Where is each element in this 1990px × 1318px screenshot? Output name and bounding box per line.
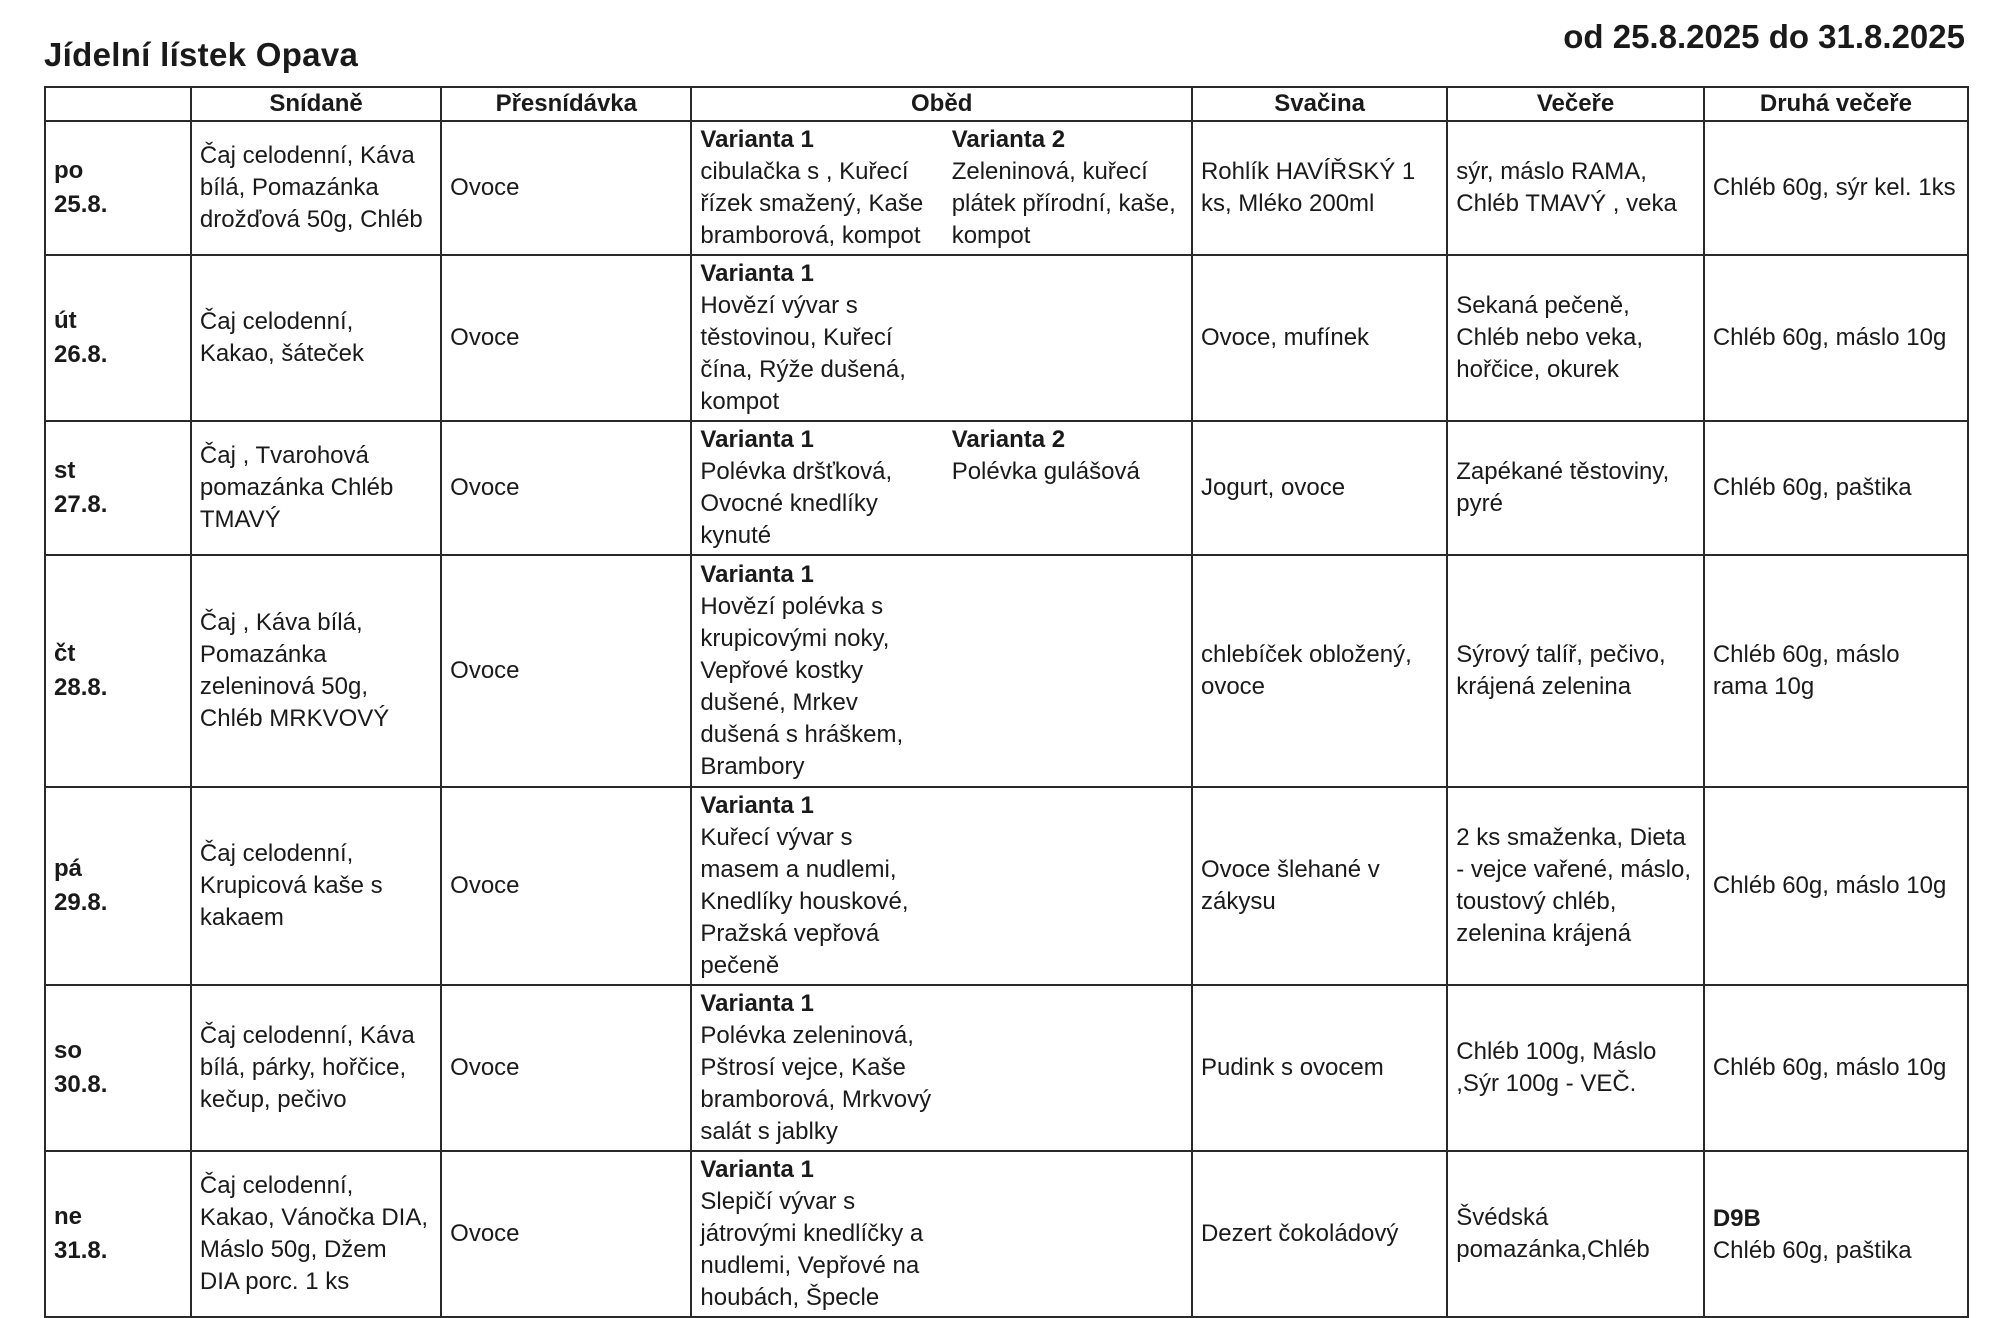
table-row <box>45 555 1968 787</box>
day-cell <box>45 1151 191 1317</box>
table-row <box>45 985 1968 1151</box>
day-date: 31.8. <box>54 1237 108 1264</box>
variant-title: Varianta 2 <box>951 126 1066 153</box>
day-date: 27.8. <box>54 491 108 518</box>
variant-text: Polévka zeleninová, Pštrosí vejce, Kaše bramborová, Mrkvový salát s jablky <box>700 1022 932 1145</box>
menu-table <box>44 86 1969 1318</box>
morning-snack-cell: Ovoce <box>441 555 691 787</box>
day-name: st <box>54 457 76 484</box>
date-range: od 25.8.2025 do 31.8.2025 <box>1563 18 1965 55</box>
morning-snack-cell: Ovoce <box>441 255 691 421</box>
lunch-variant-1 <box>700 258 931 418</box>
lunch-variant-1 <box>700 124 931 252</box>
col-header-lunch: Oběd <box>691 87 1192 121</box>
morning-snack-cell: Ovoce <box>441 985 691 1151</box>
lunch-variant-2 <box>952 424 1183 552</box>
snack-cell: Rohlík HAVÍŘSKÝ 1 ks, Mléko 200ml <box>1192 121 1447 255</box>
lunch-cell <box>691 1151 1192 1317</box>
table-row <box>45 1151 1968 1317</box>
dinner-cell: 2 ks smaženka, Dieta - vejce vařené, máslo, toustový chléb, zelenina krájená <box>1447 787 1704 985</box>
day-date: 25.8. <box>54 191 108 218</box>
day-date: 29.8. <box>54 889 108 916</box>
day-name: út <box>54 307 77 334</box>
variant-title: Varianta 1 <box>700 561 814 588</box>
morning-snack-cell: Ovoce <box>441 787 691 985</box>
lunch-cell <box>691 555 1192 787</box>
day-date: 28.8. <box>54 674 108 701</box>
variant-title: Varianta 1 <box>700 990 814 1017</box>
second-dinner-cell: Chléb 60g, máslo rama 10g <box>1704 555 1968 787</box>
lunch-variant-2 <box>952 988 1183 1148</box>
dinner-cell: sýr, máslo RAMA, Chléb TMAVÝ , veka <box>1447 121 1704 255</box>
breakfast-cell: Čaj , Káva bílá, Pomazánka zeleninová 50g, Chléb MRKVOVÝ <box>191 555 441 787</box>
variant-title: Varianta 1 <box>700 260 814 287</box>
day-name: čt <box>54 640 76 667</box>
dinner-cell: Zapékané těstoviny, pyré <box>1447 421 1704 555</box>
col-header-second-dinner: Druhá večeře <box>1704 87 1968 121</box>
document-title: Jídelní lístek Opava <box>44 36 359 73</box>
variant-text: cibulačka s , Kuřecí řízek smažený, Kaše bramborová, kompot <box>700 158 924 249</box>
diet-code-badge: D9B <box>1712 1205 1761 1232</box>
morning-snack-cell: Ovoce <box>441 121 691 255</box>
lunch-variant-2 <box>952 790 1183 982</box>
second-dinner-cell: Chléb 60g, sýr kel. 1ks <box>1704 121 1968 255</box>
variant-text: Hovězí polévka s krupicovými noky, Vepřové kostky dušené, Mrkev dušená s hráškem, Brambory <box>700 593 904 780</box>
dinner-cell: Sýrový talíř, pečivo, krájená zelenina <box>1447 555 1704 787</box>
second-dinner-text: Chléb 60g, paštika <box>1712 1237 1912 1264</box>
day-cell <box>45 421 191 555</box>
day-name: pá <box>54 855 83 882</box>
variant-title: Varianta 1 <box>700 792 814 819</box>
document-header <box>40 18 1965 80</box>
lunch-variant-1 <box>700 424 931 552</box>
morning-snack-cell: Ovoce <box>441 1151 691 1317</box>
day-cell <box>45 555 191 787</box>
col-header-dinner: Večeře <box>1447 87 1704 121</box>
lunch-variant-1 <box>700 790 931 982</box>
header-row <box>45 87 1968 121</box>
day-date: 30.8. <box>54 1071 108 1098</box>
day-name: ne <box>54 1203 83 1230</box>
day-name: po <box>54 157 84 184</box>
day-cell <box>45 255 191 421</box>
lunch-variant-2 <box>952 559 1183 783</box>
lunch-variant-2 <box>952 124 1183 252</box>
dinner-cell: Švédská pomazánka,Chléb <box>1447 1151 1704 1317</box>
day-cell <box>45 985 191 1151</box>
table-row <box>45 255 1968 421</box>
col-header-snack: Svačina <box>1192 87 1447 121</box>
col-header-day <box>45 87 191 121</box>
morning-snack-cell: Ovoce <box>441 421 691 555</box>
day-cell <box>45 787 191 985</box>
table-row <box>45 421 1968 555</box>
variant-title: Varianta 1 <box>700 426 814 453</box>
day-cell <box>45 121 191 255</box>
variant-title: Varianta 1 <box>700 1156 814 1183</box>
day-name: so <box>54 1037 83 1064</box>
lunch-cell <box>691 787 1192 985</box>
second-dinner-cell: Chléb 60g, máslo 10g <box>1704 787 1968 985</box>
lunch-variant-2 <box>952 1154 1183 1314</box>
table-row <box>45 121 1968 255</box>
breakfast-cell: Čaj celodenní, Káva bílá, Pomazánka drožďová 50g, Chléb <box>191 121 441 255</box>
lunch-cell <box>691 985 1192 1151</box>
col-header-morning-snack: Přesnídávka <box>441 87 691 121</box>
dinner-cell: Chléb 100g, Máslo ,Sýr 100g - VEČ. <box>1447 985 1704 1151</box>
variant-text: Polévka gulášová <box>951 458 1140 485</box>
lunch-variant-2 <box>952 258 1183 418</box>
variant-title: Varianta 1 <box>700 126 814 153</box>
col-header-breakfast: Snídaně <box>191 87 441 121</box>
lunch-variant-1 <box>700 559 931 783</box>
lunch-cell <box>691 421 1192 555</box>
breakfast-cell: Čaj celodenní, Krupicová kaše s kakaem <box>191 787 441 985</box>
variant-title: Varianta 2 <box>951 426 1066 453</box>
snack-cell: Ovoce, mufínek <box>1192 255 1447 421</box>
variant-text: Polévka dršťková, Ovocné knedlíky kynuté <box>700 458 893 549</box>
snack-cell: chlebíček obložený, ovoce <box>1192 555 1447 787</box>
breakfast-cell: Čaj celodenní, Káva bílá, párky, hořčice, kečup, pečivo <box>191 985 441 1151</box>
dinner-cell: Sekaná pečeně, Chléb nebo veka, hořčice, okurek <box>1447 255 1704 421</box>
breakfast-cell: Čaj celodenní, Kakao, Vánočka DIA, Máslo 50g, Džem DIA porc. 1 ks <box>191 1151 441 1317</box>
snack-cell: Ovoce šlehané v zákysu <box>1192 787 1447 985</box>
table-row <box>45 787 1968 985</box>
variant-text: Kuřecí vývar s masem a nudlemi, Knedlíky houskové, Pražská vepřová pečeně <box>700 824 909 979</box>
day-date: 26.8. <box>54 341 108 368</box>
snack-cell: Dezert čokoládový <box>1192 1151 1447 1317</box>
lunch-variant-1 <box>700 1154 931 1314</box>
snack-cell: Pudink s ovocem <box>1192 985 1447 1151</box>
breakfast-cell: Čaj celodenní, Kakao, šáteček <box>191 255 441 421</box>
second-dinner-cell: Chléb 60g, paštika <box>1704 421 1968 555</box>
variant-text: Slepičí vývar s játrovými knedlíčky a nudlemi, Vepřové na houbách, Špecle <box>700 1188 924 1311</box>
breakfast-cell: Čaj , Tvarohová pomazánka Chléb TMAVÝ <box>191 421 441 555</box>
variant-text: Zeleninová, kuřecí plátek přírodní, kaše, kompot <box>951 158 1176 249</box>
lunch-cell <box>691 121 1192 255</box>
snack-cell: Jogurt, ovoce <box>1192 421 1447 555</box>
second-dinner-cell: Chléb 60g, máslo 10g <box>1704 985 1968 1151</box>
lunch-cell <box>691 255 1192 421</box>
variant-text: Hovězí vývar s těstovinou, Kuřecí čína, Rýže dušená, kompot <box>700 292 906 415</box>
second-dinner-cell <box>1704 1151 1968 1317</box>
lunch-variant-1 <box>700 988 931 1148</box>
second-dinner-cell: Chléb 60g, máslo 10g <box>1704 255 1968 421</box>
